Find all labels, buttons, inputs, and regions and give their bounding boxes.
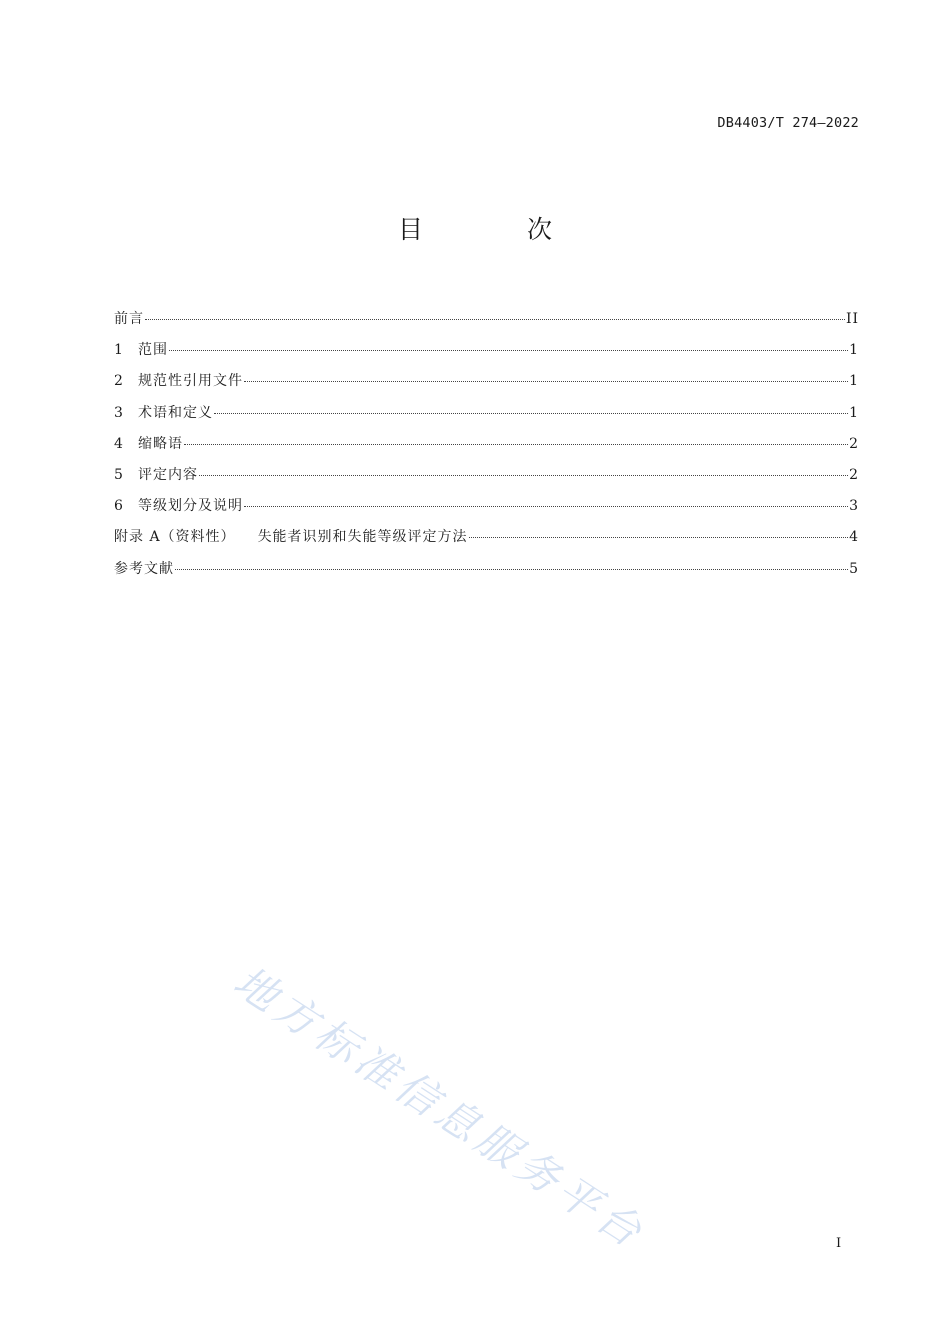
dot-leader: [469, 536, 849, 538]
toc-entry-number: 2: [114, 373, 123, 390]
toc-entry-bibliography[interactable]: [114, 558, 859, 589]
page-title: 目 次: [398, 215, 600, 244]
table-of-contents: [114, 308, 859, 589]
page-number: I: [836, 1236, 842, 1251]
dot-leader: [244, 380, 848, 382]
toc-entry-page: 1: [849, 342, 859, 359]
toc-entry-number: 3: [114, 404, 123, 421]
toc-entry-page: 3: [849, 498, 859, 515]
toc-entry-assessment-content[interactable]: [114, 464, 859, 495]
dot-leader: [175, 568, 848, 570]
toc-entry-label: 评定内容: [138, 466, 198, 483]
toc-entry-label: 缩略语: [138, 435, 183, 452]
toc-entry-grade-classification[interactable]: [114, 495, 859, 526]
toc-entry-number: 5: [114, 466, 123, 483]
dot-leader: [244, 505, 848, 507]
toc-entry-label: 等级划分及说明: [138, 498, 243, 515]
toc-entry-page: 2: [849, 466, 859, 483]
toc-entry-normative-references[interactable]: [114, 370, 859, 401]
toc-entry-label: 范围: [138, 342, 168, 359]
toc-entry-label: 失能者识别和失能等级评定方法: [257, 529, 468, 546]
watermark-text: 地方标准信息服务平台: [225, 956, 655, 1260]
toc-entry-terms-definitions[interactable]: [114, 402, 859, 433]
toc-entry-page: 2: [849, 435, 859, 452]
toc-entry-page: 5: [849, 560, 859, 577]
toc-entry-page: 4: [849, 529, 859, 546]
dot-leader: [169, 349, 848, 351]
toc-entry-page: 1: [849, 404, 859, 421]
toc-appendix-prefix: 附录 A（资料性）: [114, 529, 236, 546]
toc-entry-scope[interactable]: [114, 339, 859, 370]
toc-entry-label: 参考文献: [114, 560, 174, 577]
toc-entry-appendix-a[interactable]: [114, 526, 859, 557]
toc-entry-label: 前言: [114, 311, 144, 327]
toc-entry-foreword[interactable]: [114, 308, 859, 339]
dot-leader: [214, 412, 848, 414]
document-code: DB4403/T 274—2022: [717, 115, 859, 131]
toc-entry-number: 1: [114, 342, 123, 359]
dot-leader: [184, 443, 848, 445]
toc-entry-page: 1: [849, 373, 859, 390]
dot-leader: [145, 318, 845, 320]
toc-entry-number: 4: [114, 435, 123, 452]
toc-entry-page: II: [845, 311, 859, 327]
toc-entry-label: 规范性引用文件: [138, 373, 243, 390]
toc-entry-abbreviations[interactable]: [114, 433, 859, 464]
dot-leader: [199, 474, 848, 476]
toc-entry-number: 6: [114, 498, 123, 515]
toc-entry-label: 术语和定义: [138, 404, 213, 421]
